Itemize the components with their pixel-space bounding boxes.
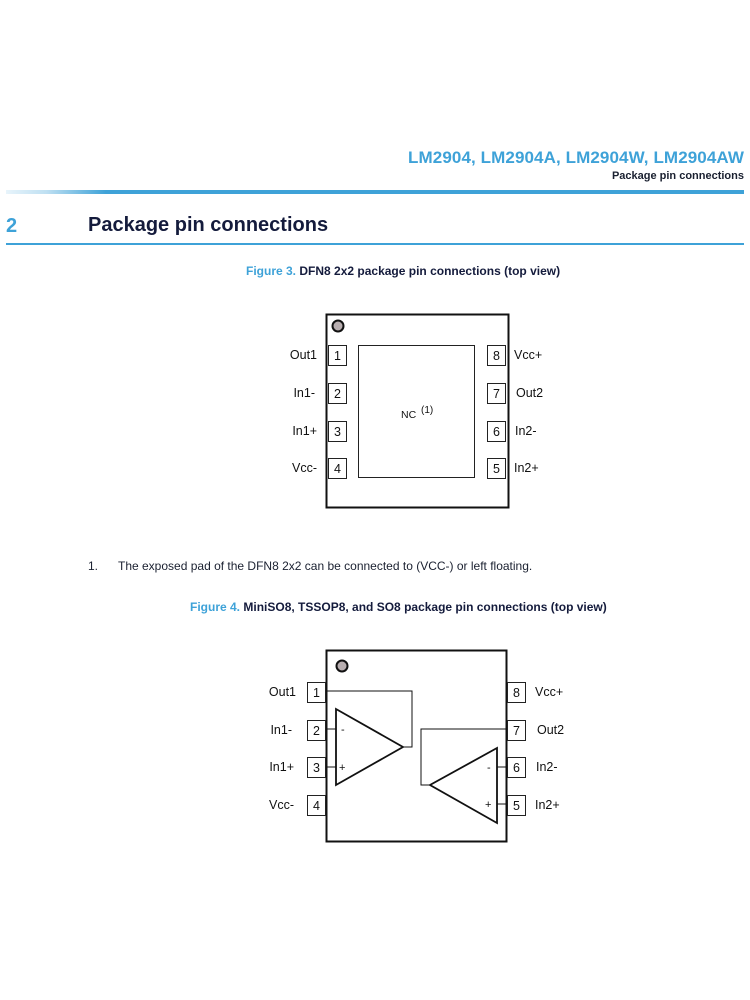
dfn8-pin-2-name: In1- [293, 386, 315, 400]
so8-pin-8-number: 8 [513, 686, 520, 700]
exposed-pad-label: NC [401, 409, 417, 421]
so8-pin-2-number: 2 [313, 724, 320, 738]
dfn8-pin-7-name: Out2 [516, 386, 544, 400]
figure-4-caption-text: MiniSO8, TSSOP8, and SO8 package pin connections (top view) [243, 600, 607, 614]
figure-3-caption-text: DFN8 2x2 package pin connections (top view) [299, 264, 561, 278]
dfn8-pin-4-number: 4 [334, 462, 341, 476]
opamp-1-inverting-sign: - [341, 724, 345, 736]
opamp-2-noninverting-sign: + [485, 799, 492, 811]
so8-pin-8-name: Vcc+ [535, 685, 564, 699]
document-subtitle: Package pin connections [611, 170, 744, 182]
section-number: 2 [6, 215, 18, 237]
dfn8-pin-5-name: In2+ [514, 461, 539, 475]
so8-pin-2-name: In1- [270, 723, 292, 737]
dfn8-pin-3-name: In1+ [292, 424, 317, 438]
so8-pin-5-number: 5 [513, 799, 520, 813]
so8-pin-6-number: 6 [513, 761, 520, 775]
dfn8-pin-6-number: 6 [493, 425, 500, 439]
pin1-marker-icon [337, 661, 348, 672]
so8-pin-3-name: In1+ [269, 760, 294, 774]
note-text: The exposed pad of the DFN8 2x2 can be connected to (VCC-) or left floating. [118, 559, 533, 573]
dfn8-pin-1-name: Out1 [289, 348, 317, 362]
so8-pin-1-number: 1 [313, 686, 320, 700]
dfn8-pin-8-number: 8 [493, 349, 500, 363]
dfn8-pin-8-name: Vcc+ [514, 348, 543, 362]
so8-pin-3-number: 3 [313, 761, 320, 775]
opamp-1-noninverting-sign: + [339, 762, 346, 774]
so8-pin-4-name: Vcc- [269, 798, 294, 812]
exposed-pad-note-ref: (1) [421, 405, 434, 416]
dfn8-pin-2-number: 2 [334, 387, 341, 401]
dfn8-pin-7-number: 7 [493, 387, 500, 401]
dfn8-pin-4-name: Vcc- [292, 461, 317, 475]
so8-pin-7-name: Out2 [537, 723, 565, 737]
dfn8-pin-1-number: 1 [334, 349, 341, 363]
section-title: Package pin connections [88, 214, 329, 236]
so8-pin-4-number: 4 [313, 799, 320, 813]
figure-4-label: Figure 4. [190, 600, 241, 614]
dfn8-pin-3-number: 3 [334, 425, 341, 439]
dfn8-pin-6-name: In2- [515, 424, 537, 438]
so8-pin-5-name: In2+ [535, 798, 560, 812]
note-number: 1. [88, 559, 99, 573]
so8-pin-1-name: Out1 [268, 685, 296, 699]
document-title: LM2904, LM2904A, LM2904W, LM2904AW [408, 148, 744, 167]
opamp-2-inverting-sign: - [487, 762, 491, 774]
dfn8-pin-5-number: 5 [493, 462, 500, 476]
so8-pin-6-name: In2- [536, 760, 558, 774]
so8-pin-7-number: 7 [513, 724, 520, 738]
figure-3-label: Figure 3. [246, 264, 297, 278]
